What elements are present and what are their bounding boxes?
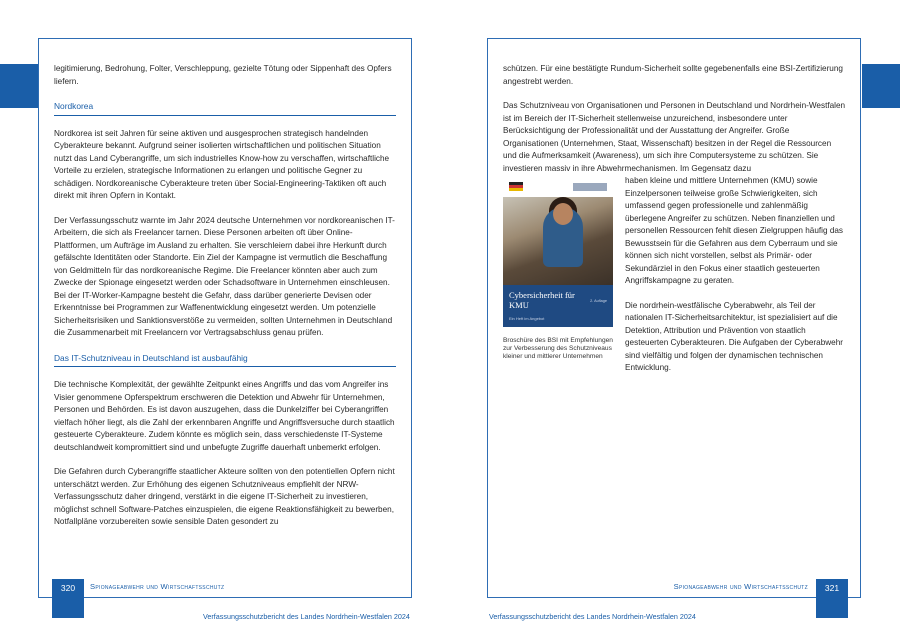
section-label-right: Spionageabwehr und Wirtschaftsschutz bbox=[673, 582, 808, 591]
intro-paragraph: legitimierung, Bedrohung, Folter, Verschleppung, gezielte Tötung oder Sippenhaft des Opfers liefern. bbox=[54, 64, 392, 86]
heading-nordkorea: Nordkorea bbox=[54, 100, 396, 116]
footer-left: Verfassungsschutzbericht des Landes Nordrhein-Westfalen 2024 bbox=[203, 612, 410, 621]
left-side-tab bbox=[0, 64, 38, 108]
schutzniveau-paragraph-2: Die Gefahren durch Cyberangriffe staatlicher Akteure sollten von den potentiellen Opfern nicht unterschätzt werden. Zur Erhöhung des eigenen Schutzniveaus empfiehlt der NRW-Verfassungsschutz daher dringend, verstärkt in die eigene IT-Sicherheit zu investieren, möglichst schnell Software-Patches einzuspielen, die eigene Reaktionsfähigkeit zu bewerben, Notfallpläne vorzubereiten sowie sensible Daten gesondert zu bbox=[54, 467, 395, 526]
right-paragraph-2-top: Das Schutzniveau von Organisationen und Personen in Deutschland und Nordrhein-Westfalen ist im Bereich der IT-Sicherheit stellenweise unzureichend, insbesondere unter Berücksichtigung der Professionalität und der Ausstattung der Angreifer. Große Organisationen (Unternehmen, Staat, Wissenschaft) besitzen in der Regel die Ressourcen und die Aufmerksamkeit (Awareness), um sich ihre Computersysteme zu schützen. Sie investieren massiv in ihre Abwehrmechanismen. Im Gegensatz dazu bbox=[503, 101, 846, 173]
right-paragraph-2-wrap: haben kleine und mittlere Unternehmen (KMU) sowie Einzelpersonen teilweise große Schwierigkeiten, sich umfassend gegen professionelle und zahlenmäßig überlegene Angreifer zu schützen. Neben finanziellen und personellen Ressourcen fehlt diesen Zielgruppen häufig das Bewusstsein für die Gefahren aus dem Cyberraum und sie können sich nicht vorstellen, selbst als Primär- oder Sekundärziel in den Fokus einer staatlich gesteuerten Angriffskampagne zu geraten. bbox=[625, 176, 844, 285]
section-label-left: Spionageabwehr und Wirtschaftsschutz bbox=[90, 582, 225, 591]
footer-right: Verfassungsschutzbericht des Landes Nordrhein-Westfalen 2024 bbox=[489, 612, 696, 621]
left-page-content bbox=[54, 63, 396, 541]
schutzniveau-paragraph-1: Die technische Komplexität, der gewählte Zeitpunkt eines Angriffs und das vom Angreifer ins Visier genommene Opferspektrum erschweren die Detektion und Abwehr für Unternehmen, Personen und Behörden. Es ist davon auszugehen, dass die Dunkelziffer bei Cyberangriffen vielfach höher liegt, als die Zahl der erkennbaren Angriffe und Angriffsversuche durch staatlich gesteuerte Cyberakteure. Zudem könnte es möglich sein, dass verschiedenste IT-Systeme deutschlandweit kompromittiert sind und unbefugte Zugriffe dauerhaft unbemerkt erfolgen. bbox=[54, 380, 395, 452]
page-number-left: 320 bbox=[52, 579, 84, 618]
bsi-logo-icon bbox=[509, 182, 523, 191]
brochure-figure bbox=[503, 177, 615, 361]
right-page-frame bbox=[487, 38, 861, 598]
nordkorea-paragraph-1: Nordkorea ist seit Jahren für seine aktiven und ausgesprochen strategisch handelnden Cyberakteure bekannt. Aufgrund seiner isolierten wirtschaftlichen und politischen Situation nutzt das Land Cyberangriffe, um sich industrielles Know-how zu verschaffen, wirtschaftliche Vorteile zu erzielen, strategische Informationen zu erlangen und politische Gegner zu schädigen. Nordkoreanische Cyberakteure treten über Social-Engineering-Taktiken oft auch direkt mit ihren Opfern in Kontakt. bbox=[54, 128, 390, 200]
brochure-edition: 2. Auflage bbox=[590, 299, 607, 303]
brochure-title: Cybersicherheit für KMU bbox=[509, 290, 575, 310]
right-page-content bbox=[503, 63, 847, 387]
brochure-subtitle: Ein Heft im Angebot bbox=[509, 316, 545, 321]
right-paragraph-1: schützen. Für eine bestätigte Rundum-Sicherheit sollte gegebenenfalls eine BSI-Zertifizierung angestrebt werden. bbox=[503, 64, 843, 86]
page-number-right: 321 bbox=[816, 579, 848, 618]
brochure-cover-image bbox=[503, 177, 613, 327]
right-side-tab bbox=[862, 64, 900, 108]
heading-it-schutzniveau: Das IT-Schutzniveau in Deutschland ist ausbaufähig bbox=[54, 352, 396, 368]
nordkorea-paragraph-2: Der Verfassungsschutz warnte im Jahr 2024 deutsche Unternehmen vor nordkoreanischen IT-Arbeitern, die sich als Freelancer tarnen. Diese Personen arbeiten oft über Online-Plattformen, um Aufträge im Ausland zu erhalten. Sie verschleiern dabei ihre Herkunft durch gefälschte Identitäten oder Standorte. Ein Ziel der Kampagne ist vermutlich die Beschaffung von Geldmitteln für das nordkoreanische Regime. Die Freelancer könnten aber auch zum Zwecke der Spionage eingesetzt werden oder Schadsoftware in Unternehmen einschleusen. Bei der IT-Worker-Kampagne besteht die Gefahr, dass darüber generierte Devisen oder Erkenntnisse bei Programmen zur Waffenentwicklung eingesetzt werden. Um potenzielle Sicherheitsrisiken und Sanktionsverstöße zu vermeiden, sollten Unternehmen in Deutschland die Zusammenarbeit mit Freelancern vor Vertragsabschluss genau prüfen. bbox=[54, 215, 395, 337]
right-paragraph-3: Die nordrhein-westfälische Cyberabwehr, als Teil der nationalen IT-Sicherheitsarchitektur, ist spezialisiert auf die Detektion, Attribution und Prävention von staatlich gesteuerten Cyberakteuren. Die Aufgaben der Cyberabwehr sind vielfältig und folgen der dynamischen technischen Entwicklung. bbox=[625, 300, 844, 372]
left-page-frame bbox=[38, 38, 412, 598]
brochure-caption: Broschüre des BSI mit Empfehlungen zur Verbesserung des Schutzniveaus kleiner und mittlerer Unternehmen bbox=[503, 337, 613, 360]
